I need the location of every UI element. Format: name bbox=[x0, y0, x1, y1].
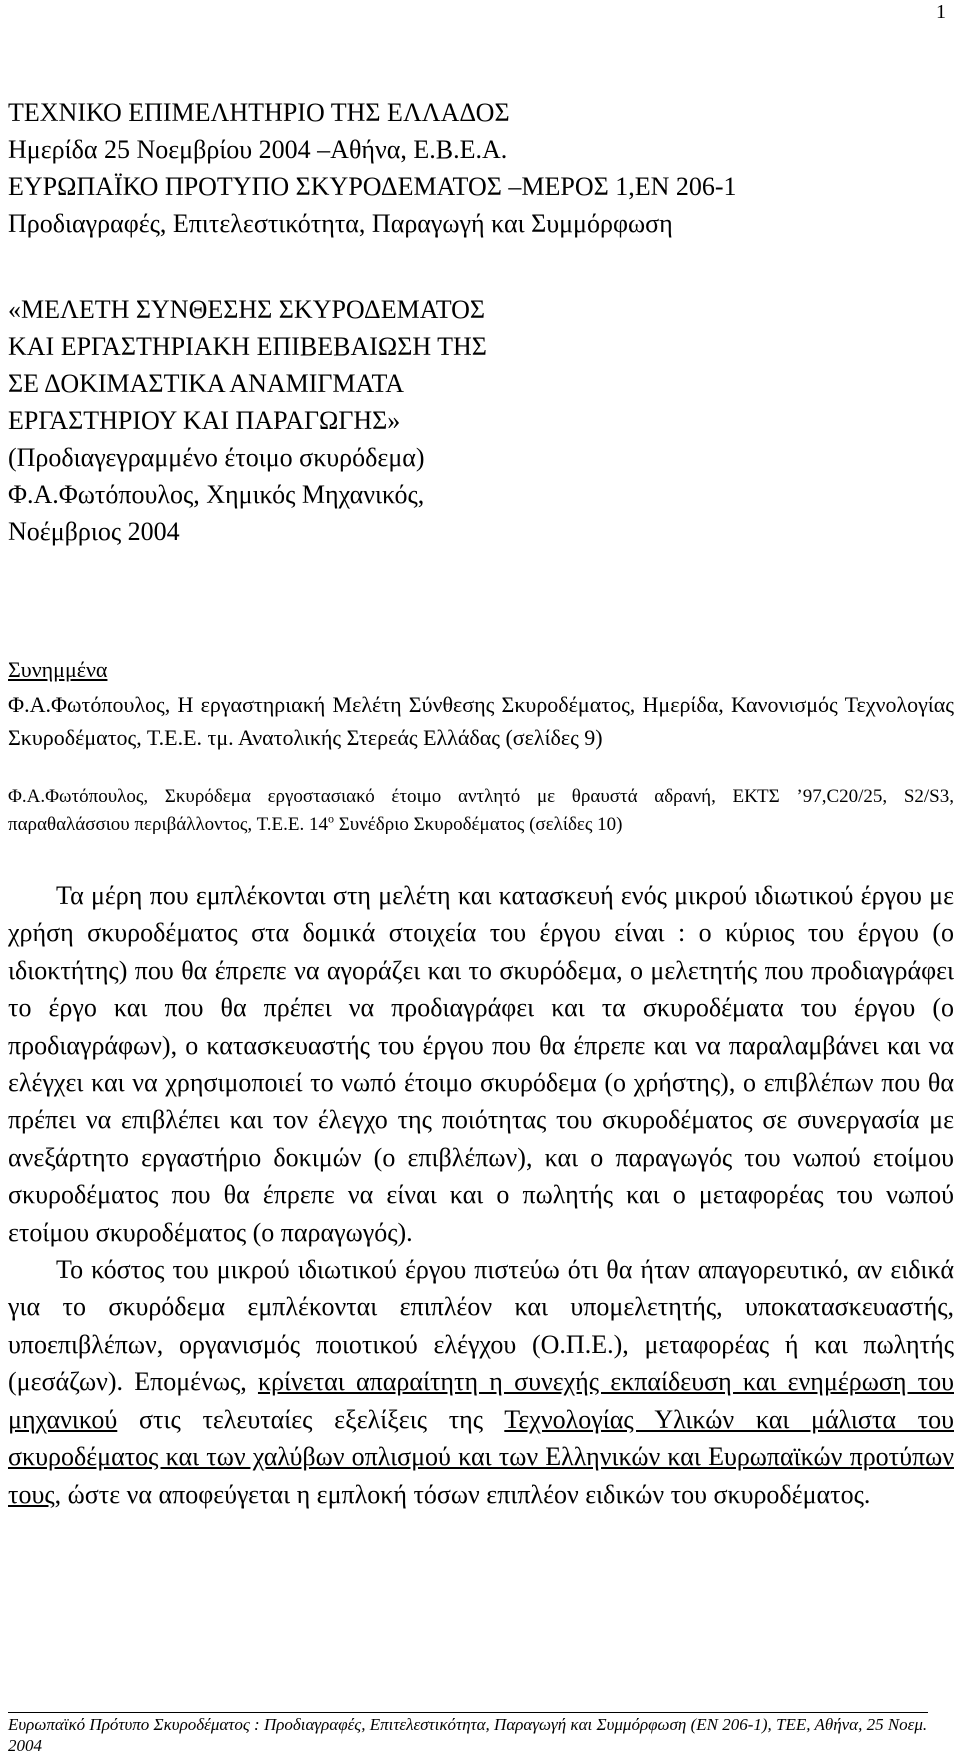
footer-divider bbox=[8, 1712, 928, 1713]
study-title-line: ΚΑΙ ΕΡΓΑΣΤΗΡΙΑΚΗ ΕΠΙΒΕΒΑΙΩΣΗ ΤΗΣ bbox=[8, 332, 487, 361]
body-text bbox=[8, 877, 954, 1513]
study-author: Φ.Α.Φωτόπουλος, Χημικός Μηχανικός, bbox=[8, 480, 425, 509]
body-paragraph: Τα μέρη που εμπλέκονται στη μελέτη και κατασκευή ενός μικρού ιδιωτικού έργου με χρήση σκυροδέματος στα δομικά στοιχεία του έργου είναι : ο κύριος του έργου (ο ιδιοκτήτης) που θα έπρεπε να αγοράζει και το σκυρόδεμα, ο μελετητής που προδιαγράφει το έργο και που θα πρέπει να προδιαγράφει και τα σκυροδέματα του έργου (ο προδιαγράφων), ο κατασκευαστής του έργου που θα έπρεπε και να παραλαμβάνει και να ελέγχει και να χρησιμοποιεί το νωπό έτοιμο σκυρόδεμα (ο χρήστης), ο επιβλέπων που θα πρέπει να επιβλέπει και τον έλεγχο της ποιότητας του σκυροδέματος σε συνεργασία με ανεξάρτητο εργαστήριο δοκιμών (ο επιβλέπων), και ο παραγωγός του νωπού ετοίμου σκυροδέματος που θα έπρεπε να είναι και ο πωλητής και ο μεταφορέας του νωπού ετοίμου σκυροδέματος (ο παραγωγός). bbox=[8, 881, 954, 1247]
paragraph-text: ώστε να αποφεύγεται η εμπλοκή τόσων επιπλέον ειδικών του σκυροδέματος. bbox=[61, 1479, 871, 1509]
underlined-text: κρίνεται απαραίτητη η συνεχής εκπαίδευση και ενημέρωση του μηχανικού bbox=[8, 1367, 954, 1434]
study-title-line: ΣΕ ΔΟΚΙΜΑΣΤΙΚΑ ΑΝΑΜΙΓΜΑΤΑ bbox=[8, 369, 405, 398]
header-event: Ημερίδα 25 Νοεμβρίου 2004 –Αθήνα, Ε.Β.Ε.Α. bbox=[8, 135, 508, 164]
header-standard: ΕΥΡΩΠΑΪΚΟ ΠΡΟΤΥΠΟ ΣΚΥΡΟΔΕΜΑΤΟΣ –ΜΕΡΟΣ 1,ΕΝ 206-1 bbox=[8, 172, 737, 201]
attachment-item: Φ.Α.Φωτόπουλος, Η εργαστηριακή Μελέτη Σύνθεσης Σκυροδέματος, Ημερίδα, Κανονισμός Τεχνολογίας Σκυροδέματος, Τ.Ε.Ε. τμ. Ανατολικής Στερεάς Ελλάδας (σελίδες 9) bbox=[8, 692, 954, 750]
study-title-line: ΕΡΓΑΣΤΗΡΙΟΥ ΚΑΙ ΠΑΡΑΓΩΓΗΣ» bbox=[8, 406, 401, 435]
attachment-item bbox=[8, 783, 954, 839]
attachment-item-text: Συνέδριο Σκυροδέματος (σελίδες 10) bbox=[334, 814, 623, 835]
attachments-title: Συνημμένα bbox=[8, 657, 108, 682]
paragraph-text: στις τελευταίες εξελίξεις της bbox=[117, 1404, 505, 1434]
body-paragraph bbox=[8, 1251, 954, 1513]
ordinal-superscript: ο bbox=[328, 811, 334, 826]
study-subtitle: (Προδιαγεγραμμένο έτοιμο σκυρόδεμα) bbox=[8, 443, 425, 472]
page-footer: Ευρωπαϊκό Πρότυπο Σκυροδέματος : Προδιαγραφές, Επιτελεστικότητα, Παραγωγή και Συμμόρφωση (ΕΝ 206-1), ΤΕΕ, Αθήνα, 25 Νοεμ. 2004 bbox=[8, 1715, 928, 1755]
study-title-line: «ΜΕΛΕΤΗ ΣΥΝΘΕΣΗΣ ΣΚΥΡΟΔΕΜΑΤΟΣ bbox=[8, 295, 486, 324]
underlined-text: Τεχνολογίας Υλικών και μάλιστα του σκυροδέματος και των χαλύβων οπλισμού και των Ελληνικών και Ευρωπαϊκών προτύπων τους, bbox=[8, 1404, 954, 1509]
attachment-item-text: Φ.Α.Φωτόπουλος, Σκυρόδεμα εργοστασιακό έτοιμο αντλητό με θραυστά αδρανή, ΕΚΤΣ ’97,C20/25, S2/S3, παραθαλάσσιου περιβάλλοντος, Τ.Ε.Ε. 14 bbox=[8, 786, 954, 835]
header-organization: ΤΕΧΝΙΚΟ ΕΠΙΜΕΛΗΤΗΡΙΟ ΤΗΣ ΕΛΛΑΔΟΣ bbox=[8, 98, 510, 127]
paragraph-text: Το κόστος του μικρού ιδιωτικού έργου πιστεύω ότι θα ήταν απαγορευτικό, αν ειδικά για το σκυρόδεμα εμπλέκονται επιπλέον και υπομελετητής, υποκατασκευαστής, υποεπιβλέπων, οργανισμός ποιοτικού ελέγχου (Ο.Π.Ε.), μεταφορέας ή και πωλητής (μεσάζων). Επομένως, bbox=[8, 1255, 954, 1397]
page-number: 1 bbox=[936, 1, 946, 23]
header-subtitle: Προδιαγραφές, Επιτελεστικότητα, Παραγωγή και Συμμόρφωση bbox=[8, 209, 673, 238]
study-date: Νοέμβριος 2004 bbox=[8, 517, 180, 546]
